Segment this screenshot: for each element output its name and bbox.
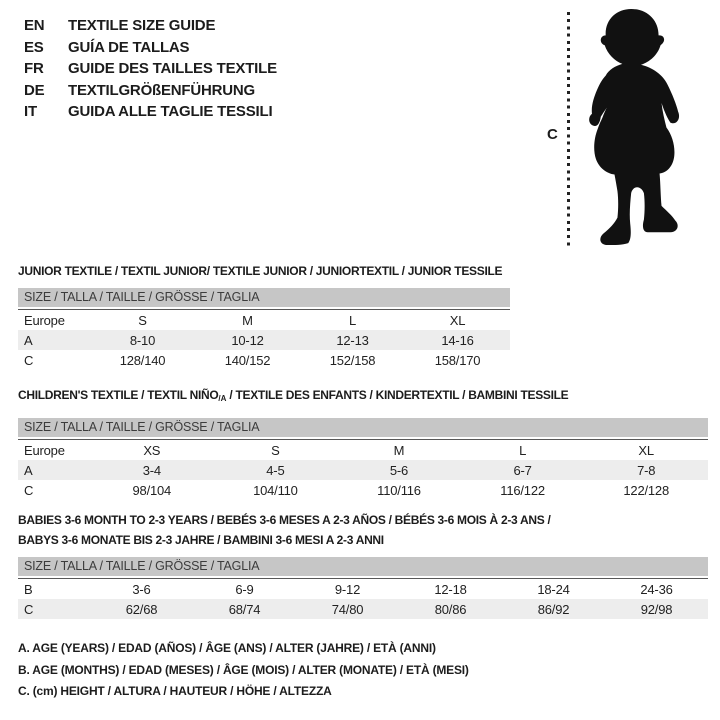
size-band-header: SIZE / TALLA / TAILLE / GRÖSSE / TAGLIA	[18, 288, 510, 307]
baby-silhouette-icon	[574, 7, 704, 247]
size-band-header: SIZE / TALLA / TAILLE / GRÖSSE / TAGLIA	[18, 418, 708, 437]
table-cell: 86/92	[537, 601, 570, 617]
table-cell: 68/74	[228, 601, 261, 617]
table-cell: 24-36	[640, 581, 673, 597]
table-cell: L	[348, 312, 357, 328]
table-cell: 5-6	[389, 462, 409, 478]
table-cell: 7-8	[637, 462, 656, 478]
language-code: FR	[24, 60, 44, 78]
table-cell: 74/80	[331, 601, 364, 617]
table-row	[18, 350, 510, 370]
table-cell: 104/110	[253, 482, 298, 498]
footnote-b: B. AGE (MONTHS) / EDAD (MESES) / ÂGE (MOIS) / ALTER (MONATE) / ETÀ (MESI)	[18, 662, 469, 677]
language-list	[24, 15, 277, 123]
section-title-children	[18, 385, 568, 409]
table-cell: 4-5	[266, 462, 285, 478]
table-row	[18, 440, 708, 460]
table-cell: 158/170	[434, 352, 481, 368]
table-cell: 9-12	[334, 581, 361, 597]
table-cell: 12-18	[434, 581, 467, 597]
table-cell: 10-12	[231, 332, 264, 348]
table-row	[18, 480, 708, 500]
table-row	[18, 460, 708, 480]
language-code: IT	[24, 103, 37, 121]
table-cell: 14-16	[441, 332, 474, 348]
children-table-rows	[18, 439, 708, 500]
table-row	[18, 310, 510, 330]
section-title-children-sub: /A	[218, 394, 227, 403]
language-title: TEXTILGRÖßENFÜHRUNG	[68, 81, 256, 99]
language-code: DE	[24, 81, 45, 99]
size-band-header: SIZE / TALLA / TAILLE / GRÖSSE / TAGLIA	[18, 557, 708, 576]
row-label: C	[24, 601, 34, 617]
footnote-a: A. AGE (YEARS) / EDAD (AÑOS) / ÂGE (ANS) / ALTER (JAHRE) / ETÀ (ANNI)	[18, 641, 436, 655]
row-label: A	[24, 462, 33, 478]
table-cell: 116/122	[500, 482, 545, 498]
row-label: Europe	[24, 442, 65, 458]
section-title-junior: JUNIOR TEXTILE / TEXTIL JUNIOR/ TEXTILE JUNIOR / JUNIORTEXTIL / JUNIOR TESSILE	[18, 264, 503, 278]
children-size-table	[18, 418, 708, 500]
row-label: C	[24, 352, 34, 368]
table-cell: 6-7	[513, 462, 532, 478]
section-title-children-pre: CHILDREN'S TEXTILE / TEXTIL NIÑO	[18, 388, 219, 402]
table-cell: 122/128	[623, 482, 669, 498]
table-cell: 18-24	[537, 581, 570, 597]
table-cell: 12-13	[336, 332, 369, 348]
table-cell: 110/116	[377, 482, 421, 498]
section-title-babies	[18, 510, 550, 550]
babies-size-table	[18, 557, 708, 619]
language-title: GUÍA DE TALLAS	[68, 38, 190, 56]
language-title: GUIDA ALLE TAGLIE TESSILI	[68, 103, 273, 121]
table-cell: XS	[143, 442, 161, 458]
footnote-c: C. (cm) HEIGHT / ALTURA / HAUTEUR / HÖHE / ALTEZZA	[18, 684, 332, 698]
table-cell: 3-6	[132, 581, 151, 597]
section-title-babies-line1: BABIES 3-6 MONTH TO 2-3 YEARS / BEBÉS 3-6 MESES A 2-3 AÑOS / BÉBÉS 3-6 MOIS À 2-3 ANS /	[18, 513, 551, 527]
table-cell: 8-10	[129, 332, 156, 348]
height-measure-dotted-line	[567, 12, 570, 249]
language-code: ES	[24, 38, 44, 56]
table-cell: S	[271, 442, 280, 458]
table-cell: S	[138, 312, 147, 328]
footnotes	[18, 638, 469, 703]
table-cell: 80/86	[434, 601, 467, 617]
table-cell: 92/98	[640, 601, 673, 617]
table-cell: XL	[638, 442, 654, 458]
table-cell: 128/140	[119, 352, 166, 368]
table-cell: 6-9	[235, 581, 254, 597]
table-cell: 98/104	[132, 482, 172, 498]
table-row	[18, 599, 708, 619]
table-cell: 152/158	[329, 352, 376, 368]
table-cell: XL	[449, 312, 466, 328]
row-label: A	[24, 332, 33, 348]
babies-table-rows	[18, 578, 708, 619]
section-title-children-post: / TEXTILE DES ENFANTS / KINDERTEXTIL / BAMBINI TESSILE	[226, 388, 569, 402]
table-cell: M	[393, 442, 405, 458]
table-cell: 62/68	[125, 601, 158, 617]
row-label: B	[24, 581, 33, 597]
table-cell: M	[242, 312, 253, 328]
table-row	[18, 579, 708, 599]
language-title: TEXTILE SIZE GUIDE	[68, 17, 216, 34]
table-row	[18, 330, 510, 350]
junior-table-rows	[18, 309, 510, 370]
language-title: GUIDE DES TAILLES TEXTILE	[68, 60, 277, 78]
height-measure-label: C	[547, 126, 558, 143]
junior-size-table	[18, 288, 510, 370]
table-cell: 140/152	[224, 352, 271, 368]
table-cell: 3-4	[142, 462, 161, 478]
row-label: C	[24, 482, 34, 498]
row-label: Europe	[24, 312, 65, 328]
section-title-babies-line2: BABYS 3-6 MONATE BIS 2-3 JAHRE / BAMBINI 3-6 MESI A 2-3 ANNI	[18, 533, 384, 547]
table-cell: L	[519, 442, 527, 458]
language-code: EN	[24, 17, 45, 34]
